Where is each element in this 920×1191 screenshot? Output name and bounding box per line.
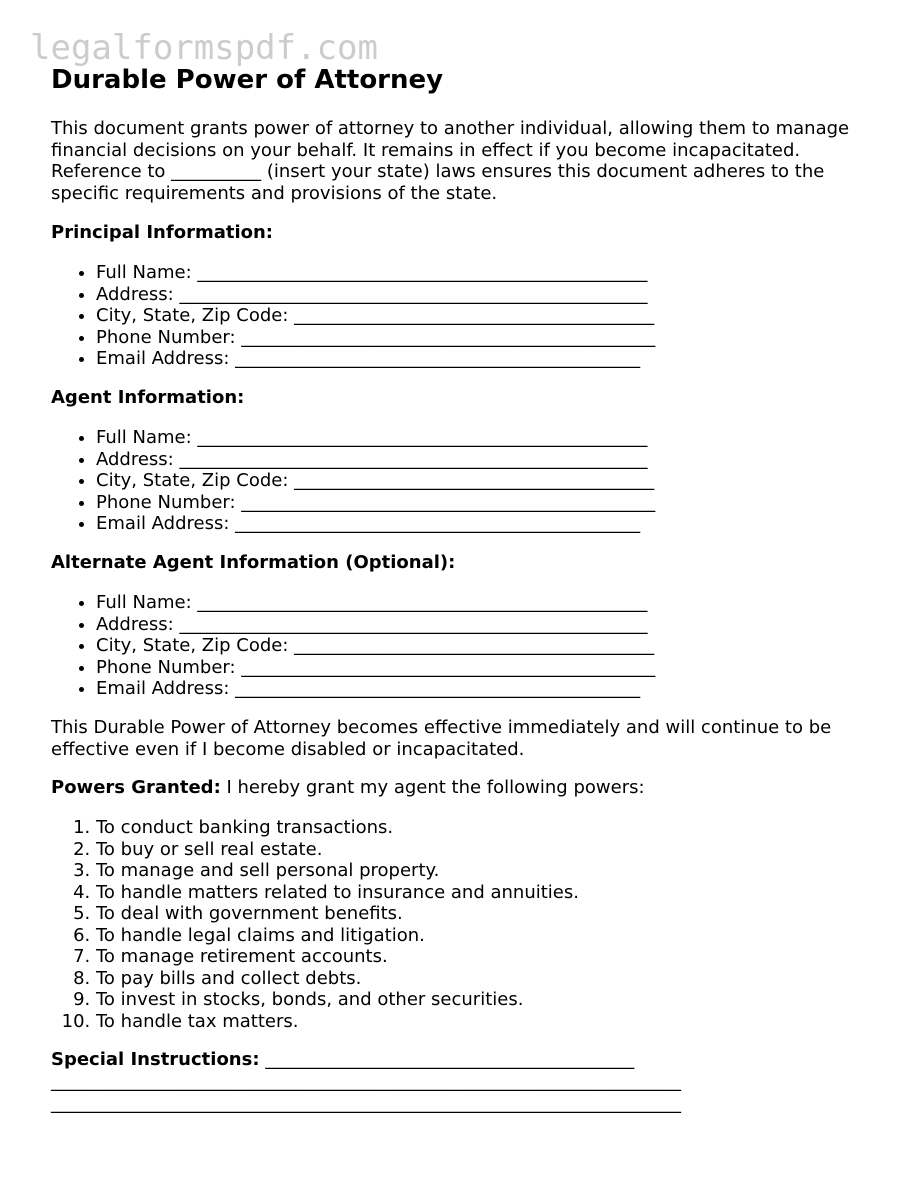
agent-fields bbox=[51, 427, 655, 535]
special-instructions-blank-3[interactable]: ______________________________________________________________________ bbox=[51, 1093, 681, 1114]
watermark: legalformspdf.com bbox=[30, 28, 378, 68]
powers-granted-label: Powers Granted: bbox=[51, 777, 221, 798]
alternate-agent-address-field[interactable]: • Address: ____________________________________________________ bbox=[96, 614, 655, 636]
power-item: 1. To conduct banking transactions. bbox=[96, 817, 579, 839]
powers-granted-intro: I hereby grant my agent the following powers: bbox=[220, 777, 645, 798]
power-item: 4. To handle matters related to insurance and annuities. bbox=[96, 882, 579, 904]
power-item: 9. To invest in stocks, bonds, and other securities. bbox=[96, 989, 579, 1011]
power-item: 7. To manage retirement accounts. bbox=[96, 946, 579, 968]
principal-city-state-zip-field[interactable]: • City, State, Zip Code: ________________________________________ bbox=[96, 305, 655, 327]
document-title: Durable Power of Attorney bbox=[51, 65, 444, 95]
agent-phone-field[interactable]: • Phone Number: ______________________________________________ bbox=[96, 492, 655, 514]
power-item: 8. To pay bills and collect debts. bbox=[96, 968, 579, 990]
agent-email-field[interactable]: • Email Address: _____________________________________________ bbox=[96, 513, 655, 535]
alternate-agent-fields bbox=[51, 592, 655, 700]
power-item: 6. To handle legal claims and litigation. bbox=[96, 925, 579, 947]
special-instructions-line bbox=[51, 1049, 634, 1071]
alternate-agent-phone-field[interactable]: • Phone Number: ______________________________________________ bbox=[96, 657, 655, 679]
principal-phone-field[interactable]: • Phone Number: ______________________________________________ bbox=[96, 327, 655, 349]
special-instructions-label: Special Instructions: bbox=[51, 1049, 260, 1070]
intro-paragraph: This document grants power of attorney to another individual, allowing them to manage financial decisions on your behalf. It remains in effect if you become incapacitated. Reference to __________ (insert your state) laws ensures this document adheres to the specific requirements and provisions of the state. bbox=[51, 118, 850, 204]
alternate-agent-heading: Alternate Agent Information (Optional): bbox=[51, 552, 456, 573]
principal-fields bbox=[51, 262, 655, 370]
agent-city-state-zip-field[interactable]: • City, State, Zip Code: ________________________________________ bbox=[96, 470, 655, 492]
agent-address-field[interactable]: • Address: ____________________________________________________ bbox=[96, 449, 655, 471]
alternate-agent-email-field[interactable]: • Email Address: _____________________________________________ bbox=[96, 678, 655, 700]
power-item: 2. To buy or sell real estate. bbox=[96, 839, 579, 861]
special-instructions-blank-1[interactable]: _________________________________________ bbox=[259, 1049, 635, 1070]
agent-full-name-field[interactable]: • Full Name: __________________________________________________ bbox=[96, 427, 655, 449]
principal-email-field[interactable]: • Email Address: _____________________________________________ bbox=[96, 348, 655, 370]
power-item: 10. To handle tax matters. bbox=[96, 1011, 579, 1033]
powers-granted-line bbox=[51, 777, 645, 799]
power-item: 5. To deal with government benefits. bbox=[96, 903, 579, 925]
special-instructions-blank-2[interactable]: ______________________________________________________________________ bbox=[51, 1071, 681, 1092]
alternate-agent-city-state-zip-field[interactable]: • City, State, Zip Code: ________________________________________ bbox=[96, 635, 655, 657]
principal-address-field[interactable]: • Address: ____________________________________________________ bbox=[96, 284, 655, 306]
principal-full-name-field[interactable]: • Full Name: __________________________________________________ bbox=[96, 262, 655, 284]
alternate-agent-full-name-field[interactable]: • Full Name: __________________________________________________ bbox=[96, 592, 655, 614]
agent-heading: Agent Information: bbox=[51, 387, 245, 408]
powers-list bbox=[51, 817, 579, 1032]
principal-heading: Principal Information: bbox=[51, 222, 274, 243]
power-item: 3. To manage and sell personal property. bbox=[96, 860, 579, 882]
effective-statement: This Durable Power of Attorney becomes effective immediately and will continue to be effective even if I become disabled or incapacitated. bbox=[51, 717, 832, 760]
